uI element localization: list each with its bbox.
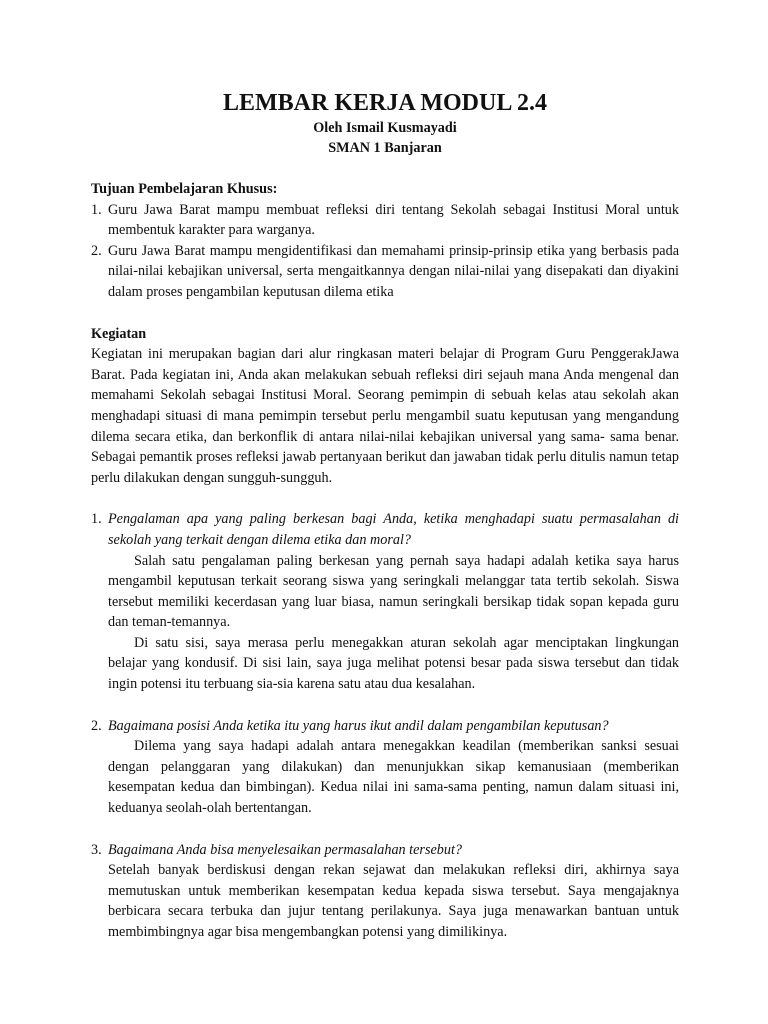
question-text: Bagaimana posisi Anda ketika itu yang harus ikut andil dalam pengambilan keputusan? [108,717,609,734]
objectives-heading: Tujuan Pembelajaran Khusus: [91,181,278,197]
answer-paragraph: Di satu sisi, saya merasa perlu menegakkan aturan sekolah agar menciptakan lingkungan belajar yang kondusif. Di sisi lain, saya juga melihat potensi besar pada siswa tersebut dan tidak ingin potensi itu terbuang sia-sia karena satu atau dua kesalahan. [108,634,679,693]
answer-paragraph: Setelah banyak berdiskusi dengan rekan sejawat dan melakukan refleksi diri, akhirnya saya memutuskan untuk memberikan kesempatan kedua kepada siswa tersebut. Saya mengajaknya berbicara secara terbuka dan jujur tentang perilakunya. Saya juga menawarkan bantuan untuk membimbingnya agar bisa mengembangkan potensi yang dimilikinya. [108,862,679,940]
answer-paragraph: Salah satu pengalaman paling berkesan yang pernah saya hadapi adalah ketika saya harus mengambil keputusan terkait seorang siswa yang seringkali melanggar tata tertib sekolah. Siswa tersebut memiliki kecerdasan yang luar biasa, namun seringkali bersikap tidak sopan kepada guru dan teman-temannya. [108,552,679,631]
question-block-1 [91,509,679,694]
question-text: Pengalaman apa yang paling berkesan bagi Anda, ketika menghadapi suatu permasalahan di sekolah yang terkait dengan dilema etika dan moral? [108,511,679,548]
document-page [91,88,679,943]
objective-text: Guru Jawa Barat mampu mengidentifikasi dan memahami prinsip-prinsip etika yang berbasis pada nilai-nilai kebajikan universal, serta mengaitkannya dengan nilai-nilai yang disepakati dan diyakini dalam proses pengambilan keputusan dilema etika [108,242,679,300]
objectives-list [91,200,679,303]
objective-number: 2. [91,242,102,259]
activity-paragraph: Kegiatan ini merupakan bagian dari alur ringkasan materi belajar di Program Guru PenggerakJawa Barat. Pada kegiatan ini, Anda akan melakukan sebuah refleksi diri sejauh mana Anda mengenal dan memahami Sekolah sebagai Institusi Moral. Seorang pemimpin di sebuah kelas atau sekolah akan menghadapi situasi di mana pemimpin tersebut perlu mengambil suatu keputusan yang mengandung dilema secara etika, dan berkonflik di antara nilai-nilai kebajikan universal yang sama- sama benar. Sebagai pemantik proses refleksi jawab pertanyaan berikut dan jawaban tidak perlu ditulis namun tetap perlu dilakukan dengan sungguh-sungguh. [91,346,679,486]
question-number: 3. [91,841,102,858]
document-title: LEMBAR KERJA MODUL 2.4 [222,90,548,116]
objective-text: Guru Jawa Barat mampu membuat refleksi diri tentang Sekolah sebagai Institusi Moral untuk membentuk karakter para warganya. [108,201,679,239]
question-number: 2. [91,717,102,734]
question-block-2 [91,716,679,819]
answer-paragraph: Dilema yang saya hadapi adalah antara menegakkan keadilan (memberikan sanksi sesuai dengan pelanggaran yang dilakukan) dan menunjukkan sikap kemanusiaan (memberikan kesempatan kedua dan bimbingan). Kedua nilai ini sama-sama penting, namun dalam situasi ini, keduanya seolah-olah bertentangan. [108,738,679,817]
objective-item [91,241,679,303]
activity-heading: Kegiatan [91,325,147,342]
question-number: 1. [91,511,102,528]
objective-number: 1. [91,201,102,218]
question-text: Bagaimana Anda bisa menyelesaikan permasalahan tersebut? [108,841,462,858]
question-block-3 [91,840,679,943]
school-line: SMAN 1 Banjaran [328,140,442,156]
author-line: Oleh Ismail Kusmayadi [313,120,457,136]
objective-item [91,200,679,241]
